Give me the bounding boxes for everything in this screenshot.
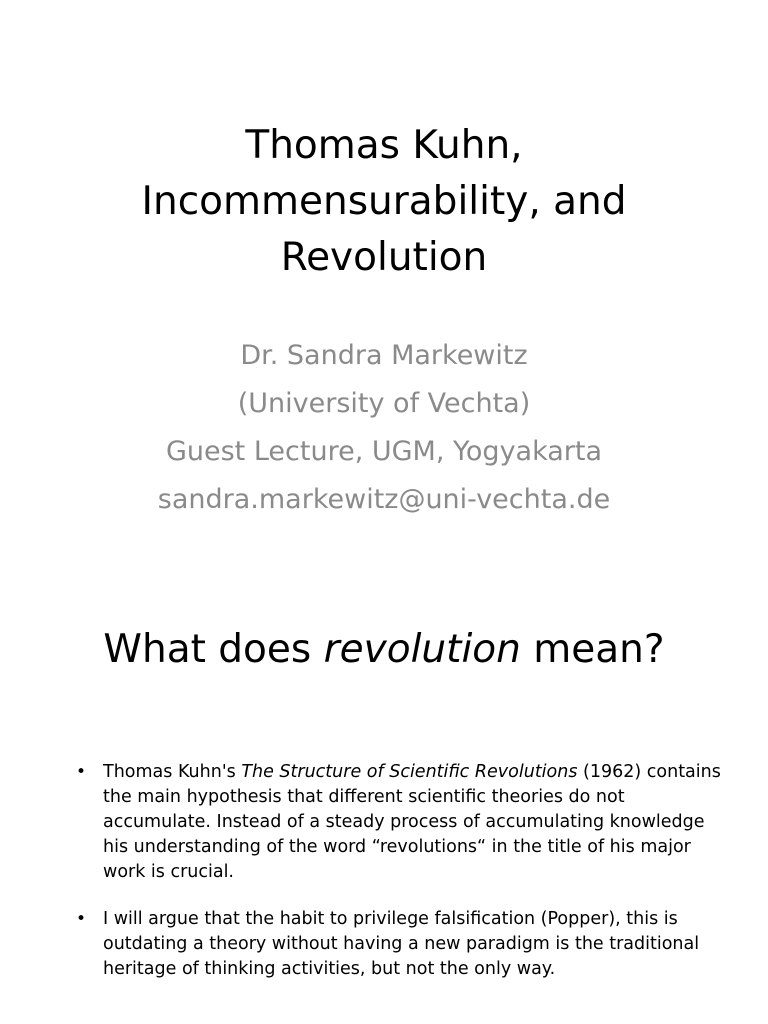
heading-italic: revolution xyxy=(323,627,521,672)
lecture-info: Guest Lecture, UGM, Yogyakarta xyxy=(165,436,603,467)
bullet-text-2: I will argue that the habit to privilege falsification (Popper), this is outdating a theory without having a new paradigm is the traditional heritage of thinking activities, but not the only way. xyxy=(103,909,700,979)
bullet-item-1 xyxy=(72,760,722,885)
bullet-text-1 xyxy=(103,762,721,882)
title-line-2: Incommensurability, and xyxy=(141,179,627,224)
bullet-item-2 xyxy=(72,907,722,982)
heading-suffix: mean? xyxy=(520,627,665,672)
bullet1-suffix: (1962) contains the main hypothesis that different scientific theories do not accumulate. Instead of a steady process of accumulating knowledge his understanding of the word “revolutions“ in the title of his major work is crucial. xyxy=(103,762,721,882)
title-line-1: Thomas Kuhn, xyxy=(245,123,523,168)
slide-subtitle xyxy=(40,332,728,524)
slide-title xyxy=(60,118,708,286)
book-title: The Structure of Scientific Revolutions xyxy=(241,762,578,782)
author-name: Dr. Sandra Markewitz xyxy=(240,340,528,371)
author-affiliation: (University of Vechta) xyxy=(237,388,531,419)
heading-prefix: What does xyxy=(103,627,324,672)
bullet-marker: • xyxy=(76,909,87,929)
title-line-3: Revolution xyxy=(280,235,488,280)
bullet-marker: • xyxy=(76,762,87,782)
author-email: sandra.markewitz@uni-vechta.de xyxy=(157,484,611,515)
bullet-list xyxy=(72,760,722,982)
slide2-heading xyxy=(0,622,768,678)
bullet1-prefix: Thomas Kuhn's xyxy=(103,762,242,782)
